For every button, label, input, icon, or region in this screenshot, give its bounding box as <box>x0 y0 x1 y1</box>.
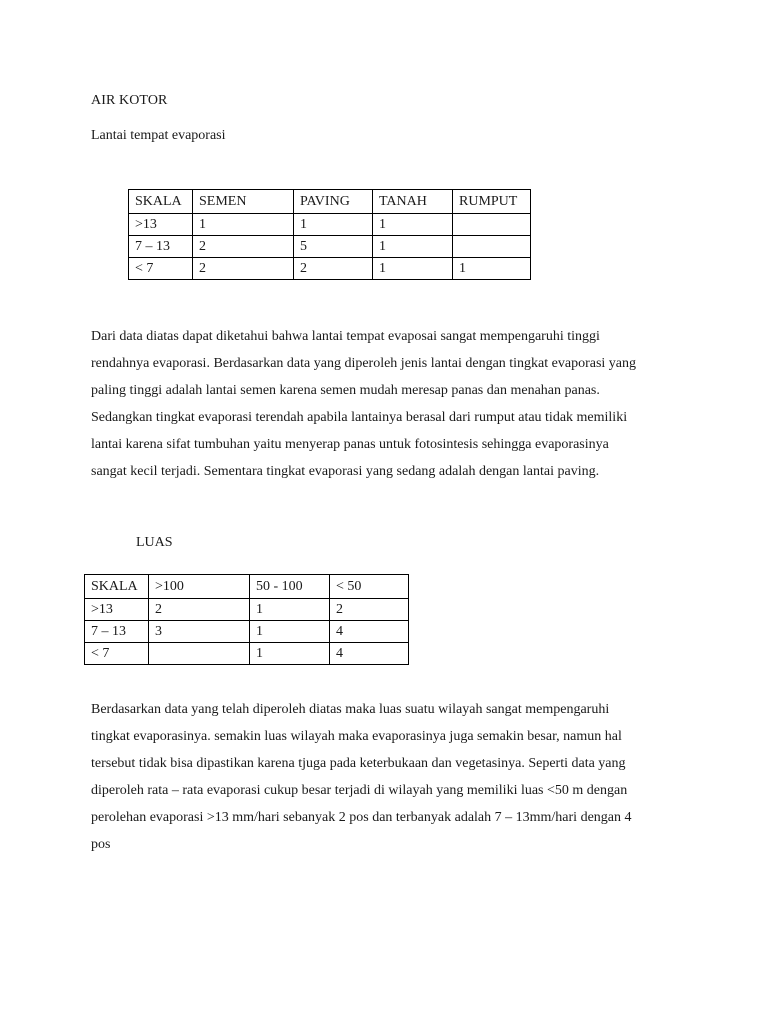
table-cell: 5 <box>294 236 373 258</box>
table-row <box>85 621 409 643</box>
table-row <box>85 643 409 665</box>
paragraph-line: Berdasarkan data yang telah diperoleh diatas maka luas suatu wilayah sangat mempengaruhi <box>91 702 610 717</box>
table-header-cell: SKALA <box>85 575 149 599</box>
document-subheading: Lantai tempat evaporasi <box>91 128 226 143</box>
table-cell: 2 <box>149 599 250 621</box>
table-cell: 1 <box>373 214 453 236</box>
paragraph-line: tersebut tidak bisa dipastikan karena tjuga pada keterbukaan dan vegetasinya. Seperti data yang <box>91 756 626 771</box>
table-cell: 1 <box>250 643 330 665</box>
table-header-cell: 50 - 100 <box>250 575 330 599</box>
table-cell <box>149 643 250 665</box>
table-header-cell: < 50 <box>330 575 409 599</box>
table-row <box>129 214 531 236</box>
table-header-cell: SEMEN <box>193 190 294 214</box>
paragraph-line: tingkat evaporasinya. semakin luas wilayah maka evaporasinya juga semakin besar, namun hal <box>91 729 622 744</box>
table-cell: 2 <box>330 599 409 621</box>
table-cell: 1 <box>373 258 453 280</box>
table-cell: 2 <box>294 258 373 280</box>
paragraph-area-analysis <box>91 696 661 858</box>
table-cell: 7 – 13 <box>129 236 193 258</box>
table-header-cell: >100 <box>149 575 250 599</box>
table-header-row <box>85 575 409 599</box>
table-row <box>129 258 531 280</box>
area-table <box>84 574 409 665</box>
table-row <box>129 236 531 258</box>
table-cell: >13 <box>85 599 149 621</box>
table-header-cell: RUMPUT <box>453 190 531 214</box>
table-cell: 1 <box>250 599 330 621</box>
paragraph-line: lantai karena sifat tumbuhan yaitu menyerap panas untuk fotosintesis sehingga evaporasinya <box>91 437 609 452</box>
table-header-row <box>129 190 531 214</box>
table-cell: 7 – 13 <box>85 621 149 643</box>
table-header-cell: PAVING <box>294 190 373 214</box>
table-cell: 1 <box>250 621 330 643</box>
table-cell: 2 <box>193 236 294 258</box>
table-cell: 1 <box>193 214 294 236</box>
table-cell: 1 <box>294 214 373 236</box>
table-cell: 2 <box>193 258 294 280</box>
table-cell: < 7 <box>129 258 193 280</box>
table-cell <box>453 214 531 236</box>
table-cell: 4 <box>330 621 409 643</box>
paragraph-line: pos <box>91 837 111 852</box>
table-cell <box>453 236 531 258</box>
paragraph-line: sangat kecil terjadi. Sementara tingkat evaporasi yang sedang adalah dengan lantai paving. <box>91 464 600 479</box>
table-header-cell: TANAH <box>373 190 453 214</box>
floor-type-table <box>128 189 531 280</box>
table-header-cell: SKALA <box>129 190 193 214</box>
table-cell: < 7 <box>85 643 149 665</box>
paragraph-line: diperoleh rata – rata evaporasi cukup besar terjadi di wilayah yang memiliki luas <50 m dengan <box>91 783 628 798</box>
paragraph-line: paling tinggi adalah lantai semen karena semen mudah meresap panas dan menahan panas. <box>91 383 600 398</box>
table-cell: >13 <box>129 214 193 236</box>
table-cell: 1 <box>453 258 531 280</box>
paragraph-line: perolehan evaporasi >13 mm/hari sebanyak 2 pos dan terbanyak adalah 7 – 13mm/hari dengan 4 <box>91 810 632 825</box>
section-label-luas: LUAS <box>136 535 173 550</box>
paragraph-floor-analysis <box>91 323 661 485</box>
table-cell: 4 <box>330 643 409 665</box>
document-heading: AIR KOTOR <box>91 93 168 108</box>
paragraph-line: rendahnya evaporasi. Berdasarkan data yang diperoleh jenis lantai dengan tingkat evaporasi yang <box>91 356 637 371</box>
table-cell: 3 <box>149 621 250 643</box>
table-cell: 1 <box>373 236 453 258</box>
table-row <box>85 599 409 621</box>
paragraph-line: Dari data diatas dapat diketahui bahwa lantai tempat evaposai sangat mempengaruhi tinggi <box>91 329 600 344</box>
paragraph-line: Sedangkan tingkat evaporasi terendah apabila lantainya berasal dari rumput atau tidak memiliki <box>91 410 628 425</box>
